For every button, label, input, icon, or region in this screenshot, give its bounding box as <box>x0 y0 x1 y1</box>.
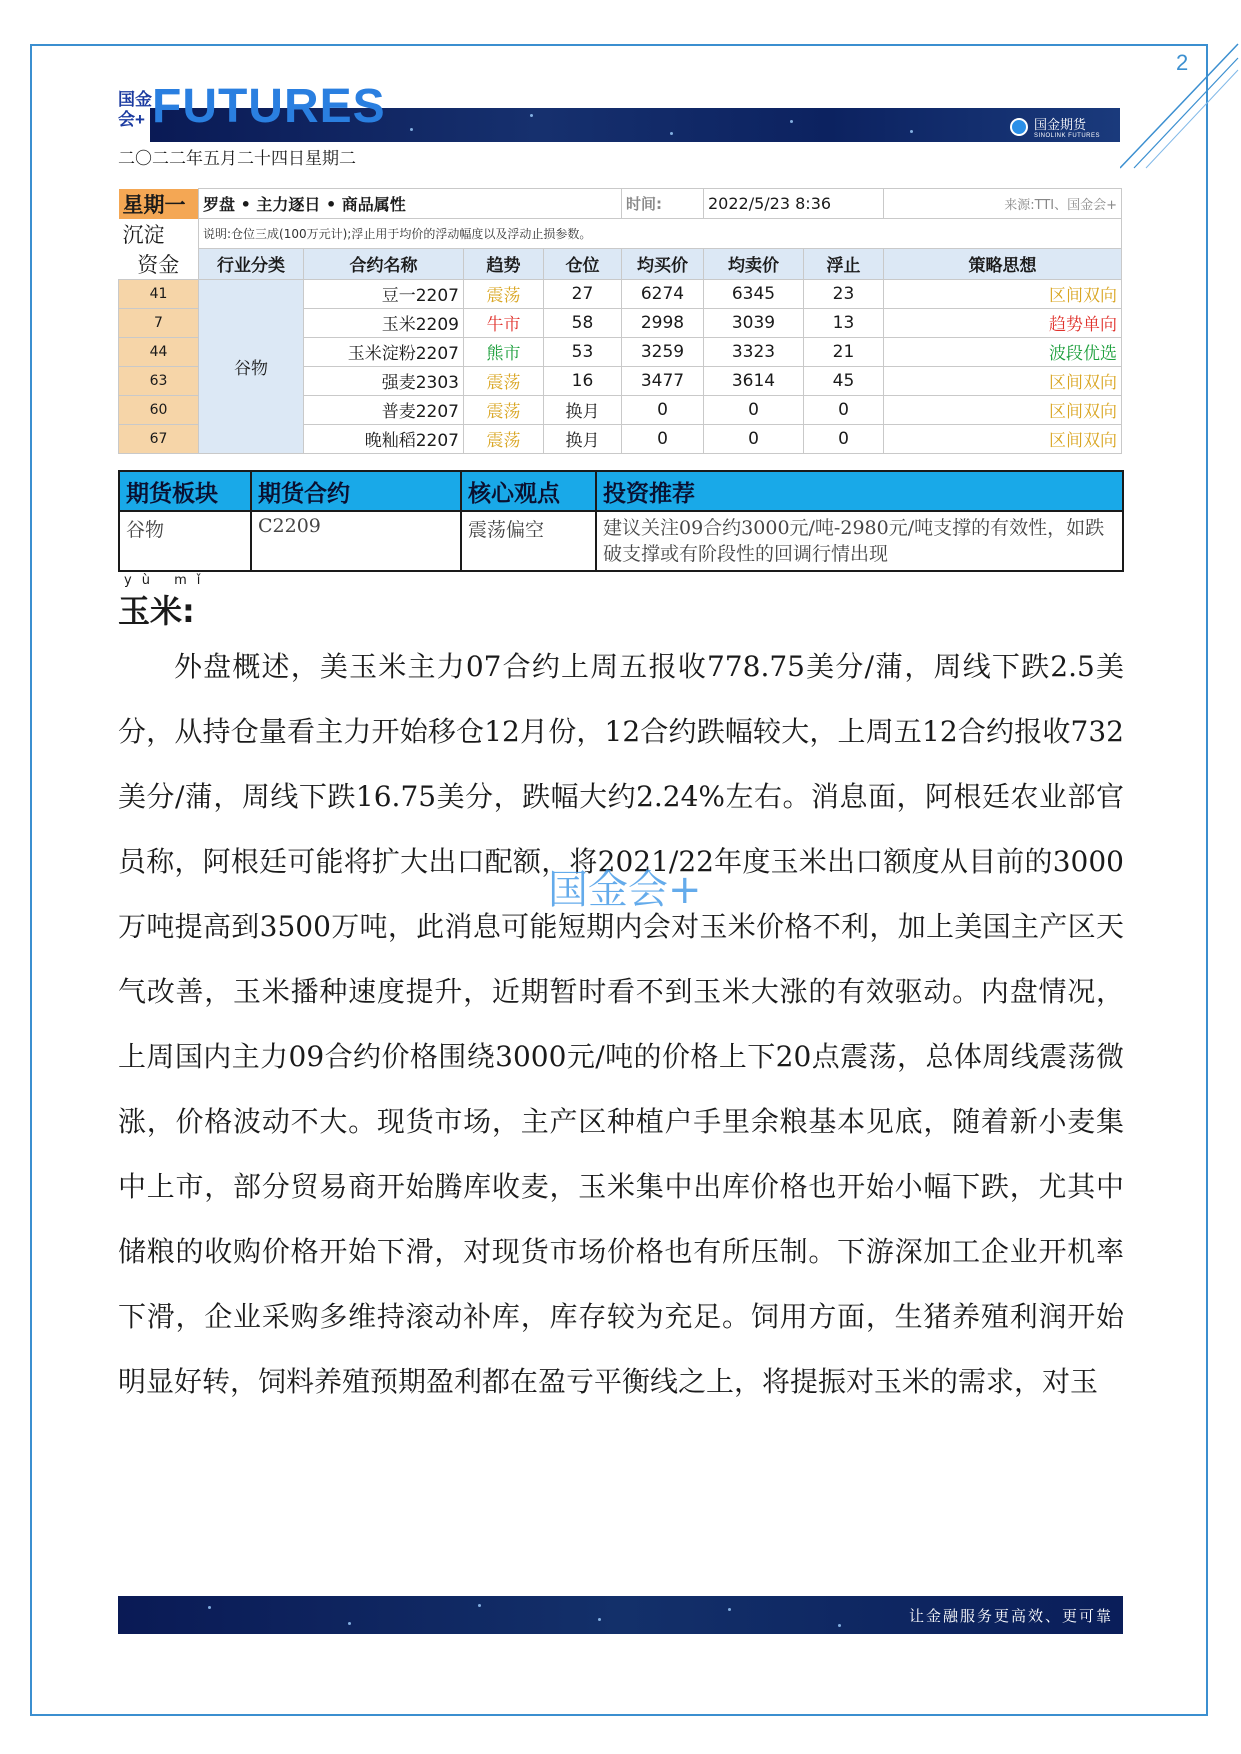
brand-mark-icon <box>1010 118 1028 136</box>
trend: 牛市 <box>464 308 544 337</box>
strategy: 波段优选 <box>884 337 1122 366</box>
strategy: 趋势单向 <box>884 308 1122 337</box>
category-cell: 谷物 <box>199 279 304 453</box>
section-pinyin: yù mǐ <box>124 573 211 588</box>
watermark: 国金会+ <box>548 867 702 913</box>
day-label: 星期一 <box>119 189 199 219</box>
trend: 震荡 <box>464 366 544 395</box>
time-label: 时间: <box>622 189 704 219</box>
advice-value: 建议关注09合约3000元/吨-2980元/吨支撑的有效性，如跌破支撑或有阶段性的回调行情出现 <box>596 511 1123 571</box>
row-rank: 63 <box>119 366 199 395</box>
body-paragraph: 外盘概述，美玉米主力07合约上周五报收778.75美分/蒲，周线下跌2.5美分，从持仓量看主力开始移仓12月份，12合约跌幅较大，上周五12合约报收732美分/蒲，周线下跌16.75美分，跌幅大约2.24%左右。消息面，阿根廷农业部官员称，阿根廷可能将扩大出口配额，将2021/22年度玉米出口额度从目前的3000万吨提高到3500万吨，此消息可能短期内会对玉米价格不利，加上美国主产区天气改善，玉米播种速度提升，近期暂时看不到玉米大涨的有效驱动。内盘情况，上周国内主力09合约价格围绕3000元/吨的价格上下20点震荡，总体周线震荡微涨，价格波动不大。现货市场，主产区种植户手里余粮基本见底，随着新小麦集中上市，部分贸易商开始腾库收麦，玉米集中出库价格也开始小幅下跌，尤其中储粮的收购价格开始下滑，对现货市场价格也有所压制。下游深加工企业开机率下滑，企业采购多维持滚动补库，库存较为充足。饲用方面，生猪养殖利润开始明显好转，饲料养殖预期盈利都在盈亏平衡线之上，将提振对玉米的需求，对玉 <box>118 650 1124 1398</box>
footer-slogan: 让金融服务更高效、更可靠 <box>908 1607 1113 1625</box>
avg-buy: 3259 <box>622 337 704 366</box>
float-stop: 0 <box>804 395 884 424</box>
recommendation-table <box>118 470 1124 572</box>
report-date: 二〇二二年五月二十四日星期二 <box>118 149 356 169</box>
position: 换月 <box>544 395 622 424</box>
avg-buy: 0 <box>622 395 704 424</box>
strategy: 区间双向 <box>884 366 1122 395</box>
row-rank: 67 <box>119 424 199 453</box>
table-note: 说明:仓位三成(100万元计);浮止用于均价的浮动幅度以及浮动止损参数。 <box>199 219 1122 249</box>
float-stop: 0 <box>804 424 884 453</box>
contract-name: 晚籼稻2207 <box>304 424 464 453</box>
position: 53 <box>544 337 622 366</box>
avg-buy: 2998 <box>622 308 704 337</box>
position: 16 <box>544 366 622 395</box>
sector-value: 谷物 <box>119 511 251 571</box>
page-number: 2 <box>1176 50 1189 75</box>
brand-name: 国金期货 <box>1034 117 1087 132</box>
float-stop: 23 <box>804 279 884 308</box>
avg-sell: 3039 <box>704 308 804 337</box>
header-industry: 行业分类 <box>199 249 304 280</box>
trend: 熊市 <box>464 337 544 366</box>
avg-buy: 0 <box>622 424 704 453</box>
compass-table <box>118 188 1122 454</box>
row-rank: 7 <box>119 308 199 337</box>
contract-name: 豆一2207 <box>304 279 464 308</box>
body-text <box>118 634 1124 1414</box>
header-float-stop: 浮止 <box>804 249 884 280</box>
row-rank: 41 <box>119 279 199 308</box>
table-row <box>119 511 1123 571</box>
float-stop: 13 <box>804 308 884 337</box>
row-rank: 60 <box>119 395 199 424</box>
table-title: 罗盘 • 主力逐日 • 商品属性 <box>199 189 622 219</box>
header-futures-contract: 期货合约 <box>251 471 461 511</box>
header-investment-advice: 投资推荐 <box>596 471 1123 511</box>
avg-sell: 0 <box>704 424 804 453</box>
avg-sell: 0 <box>704 395 804 424</box>
header-sector: 期货板块 <box>119 471 251 511</box>
header-avg-buy: 均买价 <box>622 249 704 280</box>
avg-buy: 3477 <box>622 366 704 395</box>
header-contract: 合约名称 <box>304 249 464 280</box>
source-text: 来源:TTI、国金会+ <box>884 189 1122 219</box>
trend: 震荡 <box>464 424 544 453</box>
view-value: 震荡偏空 <box>461 511 596 571</box>
contract-name: 强麦2303 <box>304 366 464 395</box>
strategy: 区间双向 <box>884 279 1122 308</box>
label-funds: 资金 <box>119 249 199 280</box>
contract-name: 玉米淀粉2207 <box>304 337 464 366</box>
avg-sell: 3323 <box>704 337 804 366</box>
avg-buy: 6274 <box>622 279 704 308</box>
label-sediment: 沉淀 <box>119 219 199 249</box>
header-strategy: 策略思想 <box>884 249 1122 280</box>
float-stop: 45 <box>804 366 884 395</box>
contract-value: C2209 <box>251 511 461 571</box>
trend: 震荡 <box>464 279 544 308</box>
position: 换月 <box>544 424 622 453</box>
header-avg-sell: 均卖价 <box>704 249 804 280</box>
float-stop: 21 <box>804 337 884 366</box>
time-value: 2022/5/23 8:36 <box>704 189 884 219</box>
position: 58 <box>544 308 622 337</box>
position: 27 <box>544 279 622 308</box>
avg-sell: 6345 <box>704 279 804 308</box>
strategy: 区间双向 <box>884 395 1122 424</box>
header-trend: 趋势 <box>464 249 544 280</box>
strategy: 区间双向 <box>884 424 1122 453</box>
header-core-view: 核心观点 <box>461 471 596 511</box>
table-row <box>119 279 1122 308</box>
brand-logo <box>1010 114 1100 139</box>
avg-sell: 3614 <box>704 366 804 395</box>
logo-futures: FUTURES <box>152 80 386 133</box>
footer-banner <box>118 1596 1123 1634</box>
contract-name: 玉米2209 <box>304 308 464 337</box>
section-title: 玉米: <box>118 592 195 630</box>
contract-name: 普麦2207 <box>304 395 464 424</box>
row-rank: 44 <box>119 337 199 366</box>
trend: 震荡 <box>464 395 544 424</box>
logo-small-text: 国金会+ <box>118 90 152 129</box>
brand-sub: SINOLINK FUTURES <box>1034 133 1101 139</box>
header-position: 仓位 <box>544 249 622 280</box>
